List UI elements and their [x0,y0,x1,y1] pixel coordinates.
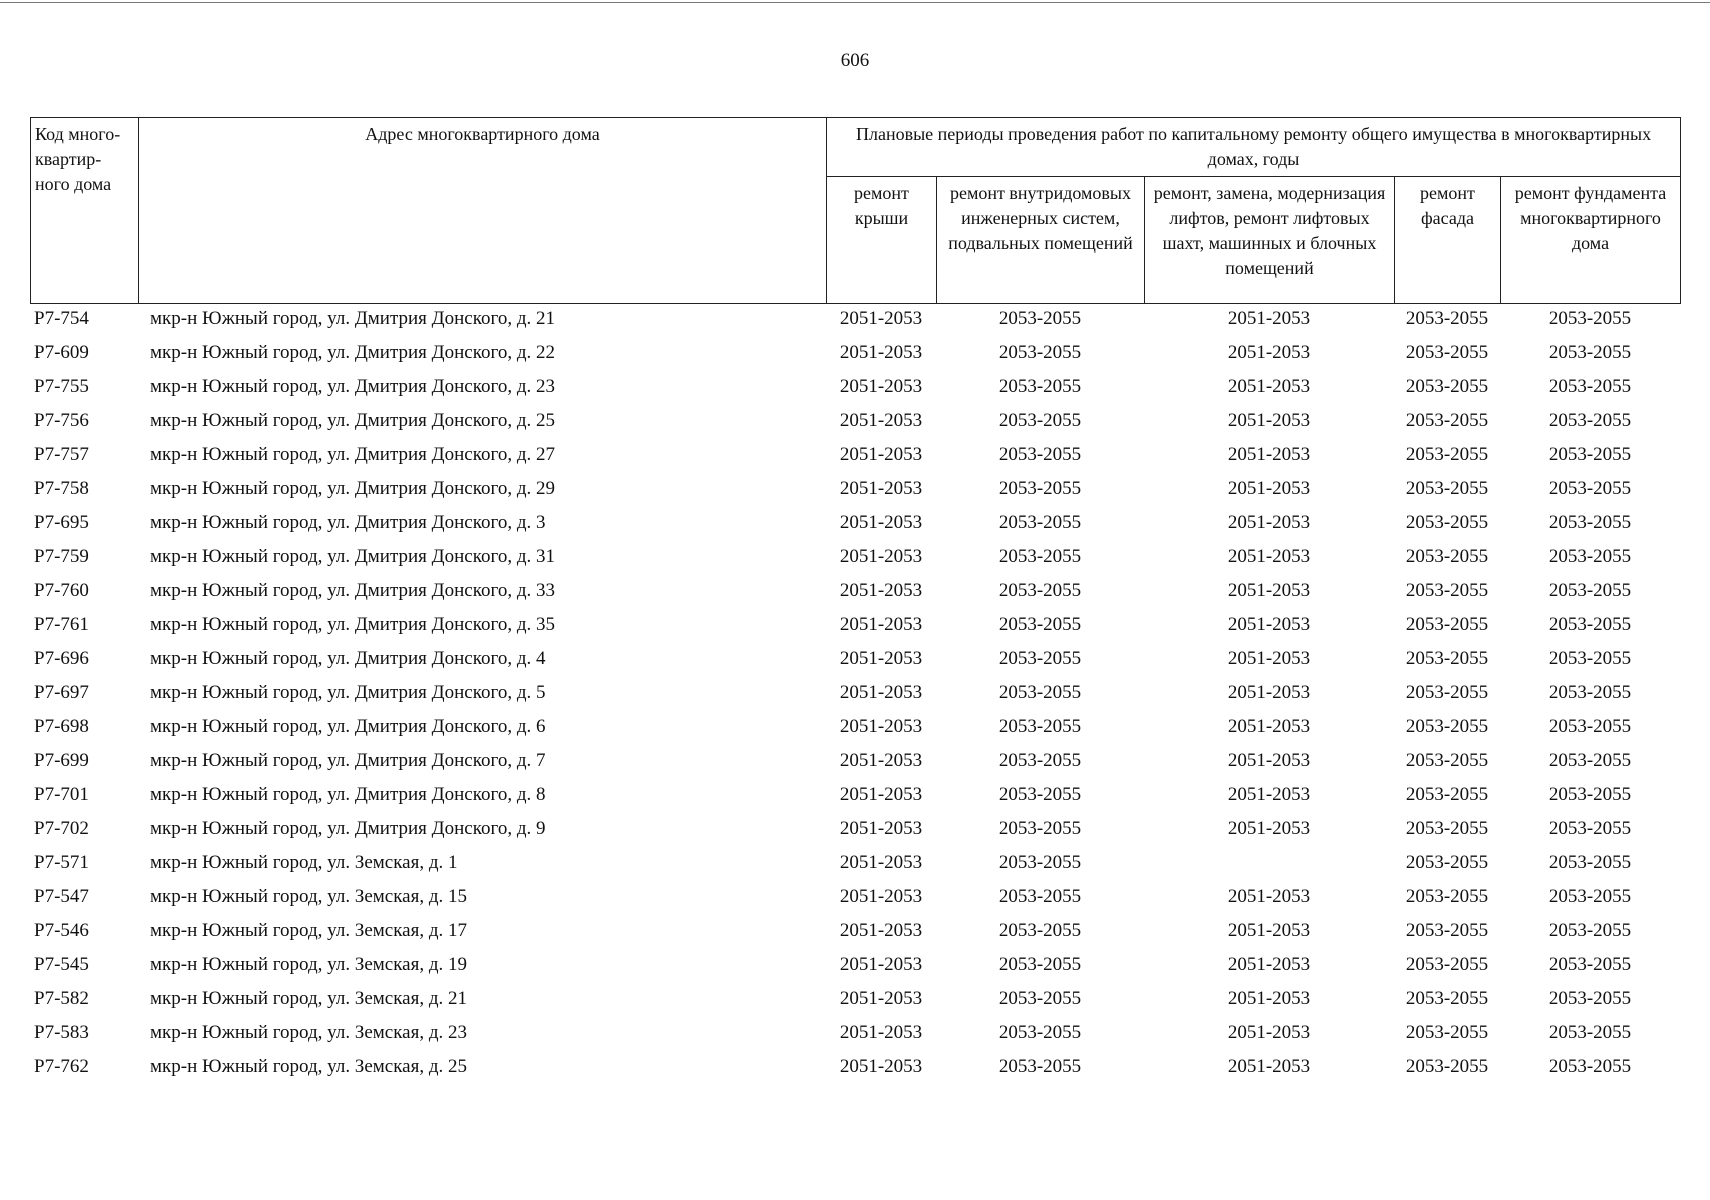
cell-systems: 2053-2055 [998,342,1082,363]
cell-code: Р7-760 [34,580,89,601]
cell-address: мкр-н Южный город, ул. Земская, д. 17 [150,920,468,941]
cell-systems: 2053-2055 [998,682,1082,703]
cell-facade: 2053-2055 [1405,444,1489,465]
cell-facade: 2053-2055 [1405,376,1489,397]
cell-lifts: 2051-2053 [1227,444,1311,465]
cell-facade: 2053-2055 [1405,682,1489,703]
cell-roof: 2051-2053 [839,852,923,873]
cell-code: Р7-697 [34,682,89,703]
column-header-roof: ремонт крыши [827,177,937,304]
cell-roof: 2051-2053 [839,920,923,941]
table-row [30,914,1680,948]
column-header-code: Код много-квартир-ного дома [31,118,139,304]
table-row [30,540,1680,574]
cell-code: Р7-696 [34,648,89,669]
table-row [30,710,1680,744]
cell-roof: 2051-2053 [839,682,923,703]
cell-code: Р7-759 [34,546,89,567]
cell-roof: 2051-2053 [839,614,923,635]
cell-foundation: 2053-2055 [1548,512,1632,533]
cell-lifts: 2051-2053 [1227,1022,1311,1043]
cell-systems: 2053-2055 [998,614,1082,635]
cell-systems: 2053-2055 [998,444,1082,465]
cell-roof: 2051-2053 [839,580,923,601]
cell-foundation: 2053-2055 [1548,682,1632,703]
cell-facade: 2053-2055 [1405,954,1489,975]
cell-lifts: 2051-2053 [1227,478,1311,499]
cell-foundation: 2053-2055 [1548,716,1632,737]
cell-foundation: 2053-2055 [1548,648,1632,669]
cell-systems: 2053-2055 [998,1022,1082,1043]
table-row [30,608,1680,642]
cell-lifts: 2051-2053 [1227,886,1311,907]
cell-lifts: 2051-2053 [1227,1056,1311,1077]
cell-code: Р7-755 [34,376,89,397]
cell-roof: 2051-2053 [839,342,923,363]
table-row [30,472,1680,506]
cell-foundation: 2053-2055 [1548,784,1632,805]
cell-systems: 2053-2055 [998,716,1082,737]
table-row [30,982,1680,1016]
cell-roof: 2051-2053 [839,954,923,975]
cell-facade: 2053-2055 [1405,478,1489,499]
cell-systems: 2053-2055 [998,512,1082,533]
cell-foundation: 2053-2055 [1548,1056,1632,1077]
cell-lifts: 2051-2053 [1227,954,1311,975]
cell-lifts: 2051-2053 [1227,580,1311,601]
cell-code: Р7-756 [34,410,89,431]
column-header-systems: ремонт внутридомовых инженерных систем, подвальных помещений [937,177,1145,304]
cell-lifts: 2051-2053 [1227,512,1311,533]
cell-roof: 2051-2053 [839,546,923,567]
cell-systems: 2053-2055 [998,988,1082,1009]
table-row [30,880,1680,914]
cell-foundation: 2053-2055 [1548,988,1632,1009]
cell-roof: 2051-2053 [839,1056,923,1077]
cell-foundation: 2053-2055 [1548,852,1632,873]
cell-facade: 2053-2055 [1405,512,1489,533]
column-header-address: Адрес многоквартирного дома [139,118,827,304]
table-row [30,642,1680,676]
table-row [30,744,1680,778]
cell-foundation: 2053-2055 [1548,1022,1632,1043]
cell-address: мкр-н Южный город, ул. Земская, д. 23 [150,1022,468,1043]
cell-lifts: 2051-2053 [1227,648,1311,669]
cell-code: Р7-546 [34,920,89,941]
cell-systems: 2053-2055 [998,852,1082,873]
table-header [30,117,1681,304]
cell-facade: 2053-2055 [1405,784,1489,805]
cell-facade: 2053-2055 [1405,1056,1489,1077]
table-row [30,336,1680,370]
cell-lifts: 2051-2053 [1227,410,1311,431]
cell-code: Р7-762 [34,1056,89,1077]
cell-systems: 2053-2055 [998,308,1082,329]
cell-lifts: 2051-2053 [1227,920,1311,941]
cell-foundation: 2053-2055 [1548,376,1632,397]
cell-systems: 2053-2055 [998,410,1082,431]
cell-code: Р7-609 [34,342,89,363]
cell-facade: 2053-2055 [1405,988,1489,1009]
top-rule [0,2,1710,3]
cell-facade: 2053-2055 [1405,920,1489,941]
cell-lifts: 2051-2053 [1227,716,1311,737]
cell-address: мкр-н Южный город, ул. Дмитрия Донского, д. 22 [150,342,555,363]
table-row [30,812,1680,846]
cell-code: Р7-571 [34,852,89,873]
cell-code: Р7-698 [34,716,89,737]
cell-lifts: 2051-2053 [1227,546,1311,567]
cell-lifts: 2051-2053 [1227,376,1311,397]
cell-systems: 2053-2055 [998,920,1082,941]
cell-address: мкр-н Южный город, ул. Дмитрия Донского, д. 35 [150,614,555,635]
cell-code: Р7-547 [34,886,89,907]
cell-foundation: 2053-2055 [1548,410,1632,431]
cell-address: мкр-н Южный город, ул. Дмитрия Донского, д. 31 [150,546,555,567]
cell-facade: 2053-2055 [1405,818,1489,839]
cell-facade: 2053-2055 [1405,1022,1489,1043]
cell-address: мкр-н Южный город, ул. Дмитрия Донского, д. 23 [150,376,555,397]
cell-foundation: 2053-2055 [1548,920,1632,941]
cell-systems: 2053-2055 [998,818,1082,839]
cell-lifts: 2051-2053 [1227,818,1311,839]
table-row [30,676,1680,710]
cell-code: Р7-582 [34,988,89,1009]
column-header-facade: ремонт фасада [1395,177,1501,304]
cell-facade: 2053-2055 [1405,716,1489,737]
table-row [30,404,1680,438]
cell-roof: 2051-2053 [839,716,923,737]
cell-foundation: 2053-2055 [1548,308,1632,329]
cell-code: Р7-757 [34,444,89,465]
cell-roof: 2051-2053 [839,444,923,465]
cell-systems: 2053-2055 [998,954,1082,975]
cell-systems: 2053-2055 [998,750,1082,771]
cell-address: мкр-н Южный город, ул. Дмитрия Донского, д. 4 [150,648,546,669]
cell-facade: 2053-2055 [1405,852,1489,873]
cell-facade: 2053-2055 [1405,580,1489,601]
cell-foundation: 2053-2055 [1548,750,1632,771]
cell-facade: 2053-2055 [1405,546,1489,567]
column-header-foundation: ремонт фундамента многоквартирного дома [1501,177,1681,304]
cell-systems: 2053-2055 [998,580,1082,601]
table-row [30,370,1680,404]
cell-address: мкр-н Южный город, ул. Дмитрия Донского, д. 5 [150,682,546,703]
cell-facade: 2053-2055 [1405,648,1489,669]
cell-foundation: 2053-2055 [1548,444,1632,465]
table-row [30,778,1680,812]
cell-address: мкр-н Южный город, ул. Земская, д. 1 [150,852,458,873]
cell-facade: 2053-2055 [1405,750,1489,771]
cell-address: мкр-н Южный город, ул. Дмитрия Донского, д. 25 [150,410,555,431]
cell-address: мкр-н Южный город, ул. Земская, д. 19 [150,954,468,975]
cell-roof: 2051-2053 [839,1022,923,1043]
cell-code: Р7-695 [34,512,89,533]
cell-lifts: 2051-2053 [1227,784,1311,805]
cell-foundation: 2053-2055 [1548,342,1632,363]
cell-lifts: 2051-2053 [1227,342,1311,363]
cell-code: Р7-761 [34,614,89,635]
cell-lifts: 2051-2053 [1227,614,1311,635]
cell-address: мкр-н Южный город, ул. Земская, д. 21 [150,988,468,1009]
cell-code: Р7-758 [34,478,89,499]
table-row [30,574,1680,608]
cell-roof: 2051-2053 [839,886,923,907]
cell-facade: 2053-2055 [1405,614,1489,635]
cell-roof: 2051-2053 [839,750,923,771]
cell-roof: 2051-2053 [839,818,923,839]
cell-code: Р7-702 [34,818,89,839]
cell-roof: 2051-2053 [839,478,923,499]
cell-roof: 2051-2053 [839,784,923,805]
cell-facade: 2053-2055 [1405,410,1489,431]
cell-systems: 2053-2055 [998,478,1082,499]
table-row [30,1016,1680,1050]
column-header-lifts: ремонт, замена, модернизация лифтов, ремонт лифтовых шахт, машинных и блочных помещений [1145,177,1395,304]
cell-foundation: 2053-2055 [1548,546,1632,567]
cell-foundation: 2053-2055 [1548,478,1632,499]
cell-address: мкр-н Южный город, ул. Дмитрия Донского, д. 27 [150,444,555,465]
cell-lifts [1144,846,1394,880]
cell-foundation: 2053-2055 [1548,954,1632,975]
cell-lifts: 2051-2053 [1227,750,1311,771]
cell-facade: 2053-2055 [1405,342,1489,363]
table-row [30,948,1680,982]
cell-foundation: 2053-2055 [1548,580,1632,601]
cell-systems: 2053-2055 [998,648,1082,669]
cell-address: мкр-н Южный город, ул. Дмитрия Донского, д. 33 [150,580,555,601]
cell-systems: 2053-2055 [998,784,1082,805]
cell-foundation: 2053-2055 [1548,886,1632,907]
table-row [30,506,1680,540]
cell-address: мкр-н Южный город, ул. Земская, д. 25 [150,1056,468,1077]
column-header-periods: Плановые периоды проведения работ по капитальному ремонту общего имущества в многоквартирных домах, годы [827,118,1681,177]
cell-address: мкр-н Южный город, ул. Дмитрия Донского, д. 3 [150,512,546,533]
cell-address: мкр-н Южный город, ул. Дмитрия Донского, д. 8 [150,784,546,805]
cell-lifts: 2051-2053 [1227,308,1311,329]
cell-lifts: 2051-2053 [1227,988,1311,1009]
page-number: 606 [840,50,870,71]
cell-code: Р7-754 [34,308,89,329]
cell-code: Р7-545 [34,954,89,975]
cell-roof: 2051-2053 [839,988,923,1009]
table-row [30,438,1680,472]
cell-address: мкр-н Южный город, ул. Дмитрия Донского, д. 6 [150,716,546,737]
table-body [30,302,1680,1084]
cell-roof: 2051-2053 [839,410,923,431]
cell-address: мкр-н Южный город, ул. Дмитрия Донского, д. 29 [150,478,555,499]
cell-facade: 2053-2055 [1405,308,1489,329]
table-row [30,1050,1680,1084]
cell-roof: 2051-2053 [839,648,923,669]
cell-systems: 2053-2055 [998,546,1082,567]
cell-foundation: 2053-2055 [1548,818,1632,839]
cell-systems: 2053-2055 [998,376,1082,397]
cell-address: мкр-н Южный город, ул. Дмитрия Донского, д. 21 [150,308,555,329]
cell-foundation: 2053-2055 [1548,614,1632,635]
table-row [30,846,1680,880]
cell-address: мкр-н Южный город, ул. Земская, д. 15 [150,886,468,907]
cell-lifts: 2051-2053 [1227,682,1311,703]
cell-roof: 2051-2053 [839,376,923,397]
cell-code: Р7-583 [34,1022,89,1043]
cell-systems: 2053-2055 [998,886,1082,907]
cell-roof: 2051-2053 [839,512,923,533]
cell-code: Р7-699 [34,750,89,771]
cell-systems: 2053-2055 [998,1056,1082,1077]
cell-roof: 2051-2053 [839,308,923,329]
table-row [30,302,1680,336]
cell-address: мкр-н Южный город, ул. Дмитрия Донского, д. 9 [150,818,546,839]
cell-code: Р7-701 [34,784,89,805]
cell-address: мкр-н Южный город, ул. Дмитрия Донского, д. 7 [150,750,546,771]
cell-facade: 2053-2055 [1405,886,1489,907]
